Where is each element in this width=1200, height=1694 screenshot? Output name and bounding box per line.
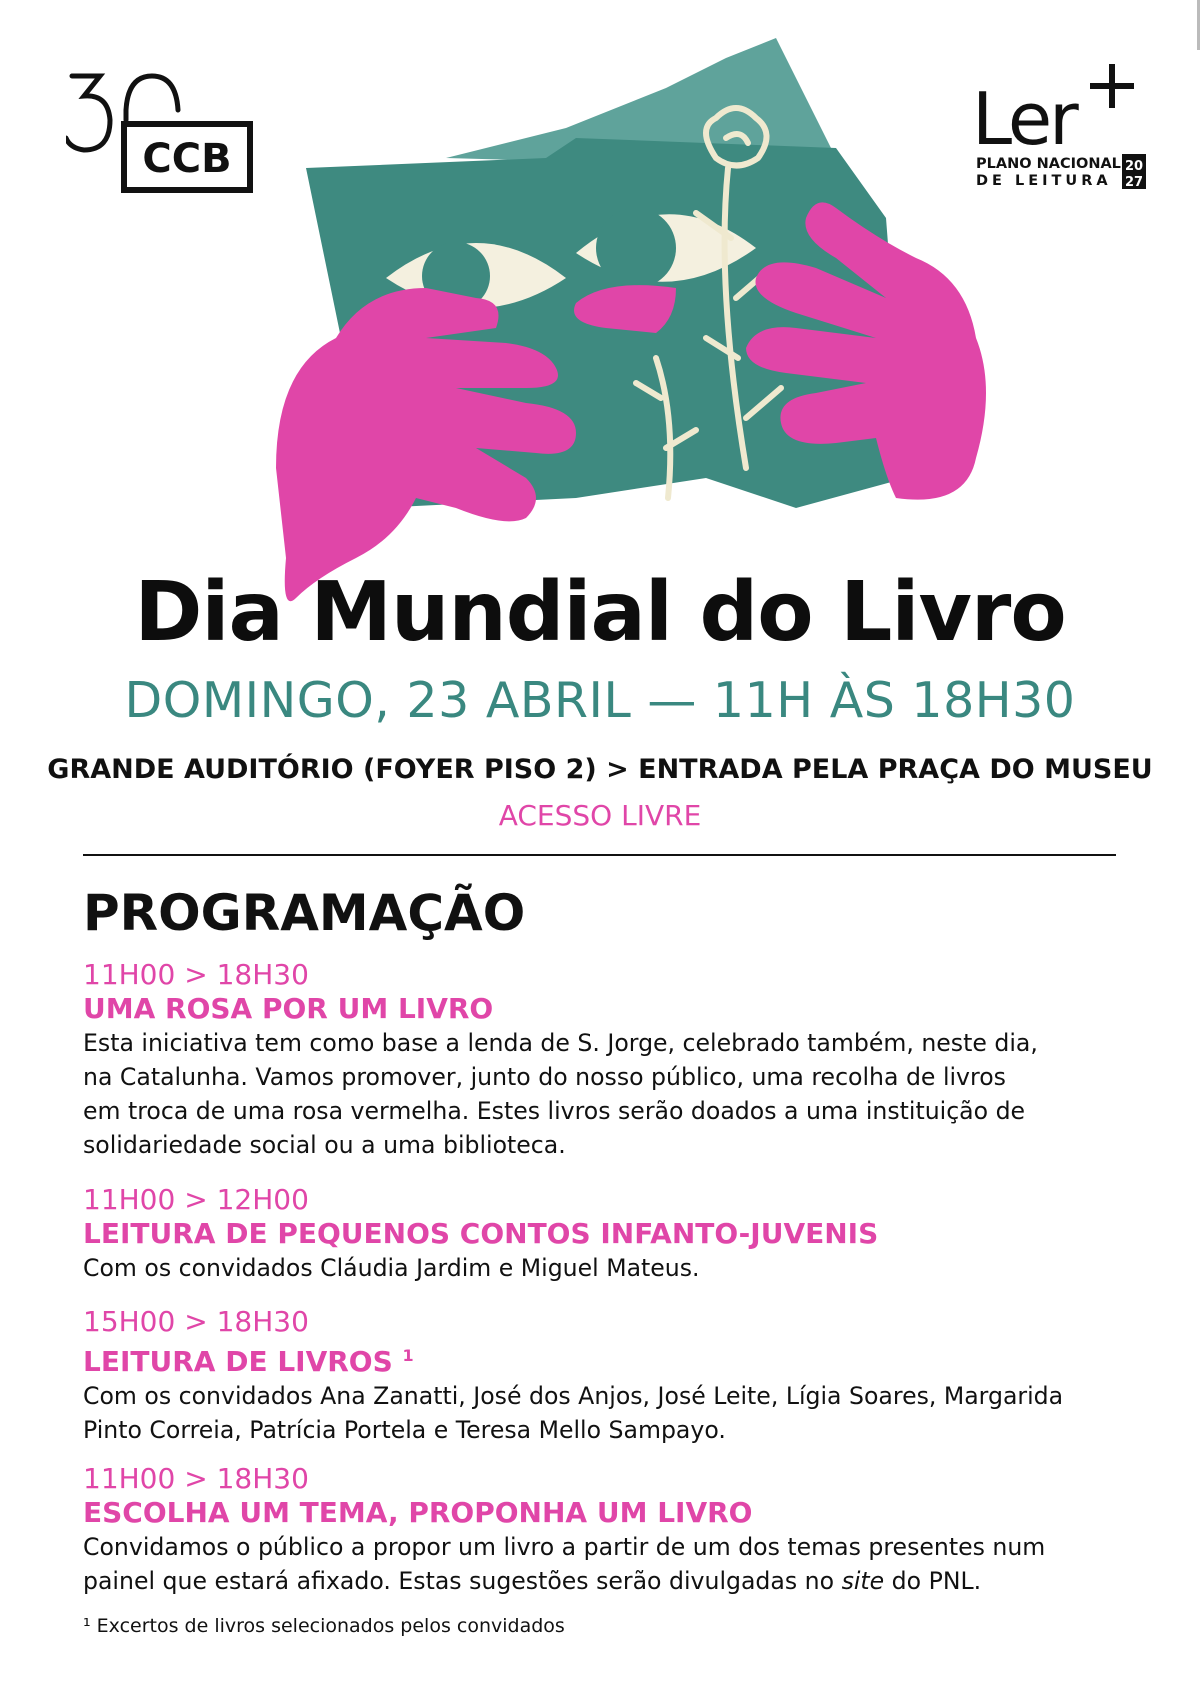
event-description-italic: site [841,1567,885,1595]
ler-logo-text: Ler [972,77,1076,161]
date-line: DOMINGO, 23 ABRIL — 11H ÀS 18H30 [124,672,1076,729]
section-divider [83,854,1116,856]
page-title: Dia Mundial do Livro [134,565,1066,660]
footnote: ¹ Excertos de livros selecionados pelos convidados [83,1615,565,1637]
event-title: ESCOLHA UM TEMA, PROPONHA UM LIVRO [83,1496,753,1529]
event-description [83,1530,1143,1598]
event-description: Com os convidados Cláudia Jardim e Miguel Mateus. [83,1254,700,1282]
program-event [83,1305,1143,1447]
ccb-30-logo-icon [66,70,266,205]
ler-sub2: DE LEITURA [976,173,1112,189]
footnote-ref: 1 [402,1346,414,1365]
event-description-part: Convidamos o público a propor um livro a partir de um dos temas presentes num painel que estará afixado. Estas sugestões serão divulgadas no [83,1533,1046,1595]
event-description: Esta iniciativa tem como base a lenda de S. Jorge, celebrado também, neste dia, na Catalunha. Vamos promover, junto do nosso público, uma recolha de livros em troca de uma rosa vermelha. Estes livros serão doados a uma instituição de solidariedade social ou a uma biblioteca. [83,1029,1038,1159]
event-title: UMA ROSA POR UM LIVRO [83,992,494,1025]
program-heading: PROGRAMAÇÃO [83,884,526,942]
program-event [83,958,1143,1162]
event-title-text: LEITURA DE LIVROS [83,1345,393,1378]
event-time: 11H00 > 18H30 [83,958,309,991]
ler-sub1: PLANO NACIONAL [976,156,1121,172]
event-description: Com os convidados Ana Zanatti, José dos Anjos, José Leite, Lígia Soares, Margarida Pinto Correia, Patrícia Portela e Teresa Mello Sampayo. [83,1382,1064,1444]
event-time: 15H00 > 18H30 [83,1305,309,1338]
ccb-logo-text: CCB [142,136,232,182]
venue-line: GRANDE AUDITÓRIO (FOYER PISO 2) > ENTRADA PELA PRAÇA DO MUSEU [47,754,1153,785]
program-event [83,1183,1143,1285]
event-title [83,1339,1143,1379]
ler-year-bottom: 27 [1124,175,1144,190]
event-time: 11H00 > 18H30 [83,1462,309,1495]
access-line: ACESSO LIVRE [498,799,702,832]
event-description-part: do PNL. [884,1567,982,1595]
event-title: LEITURA DE PEQUENOS CONTOS INFANTO-JUVENIS [83,1217,879,1250]
event-time: 11H00 > 12H00 [83,1183,309,1216]
ler-year-top: 20 [1124,159,1144,174]
program-event [83,1462,1143,1598]
